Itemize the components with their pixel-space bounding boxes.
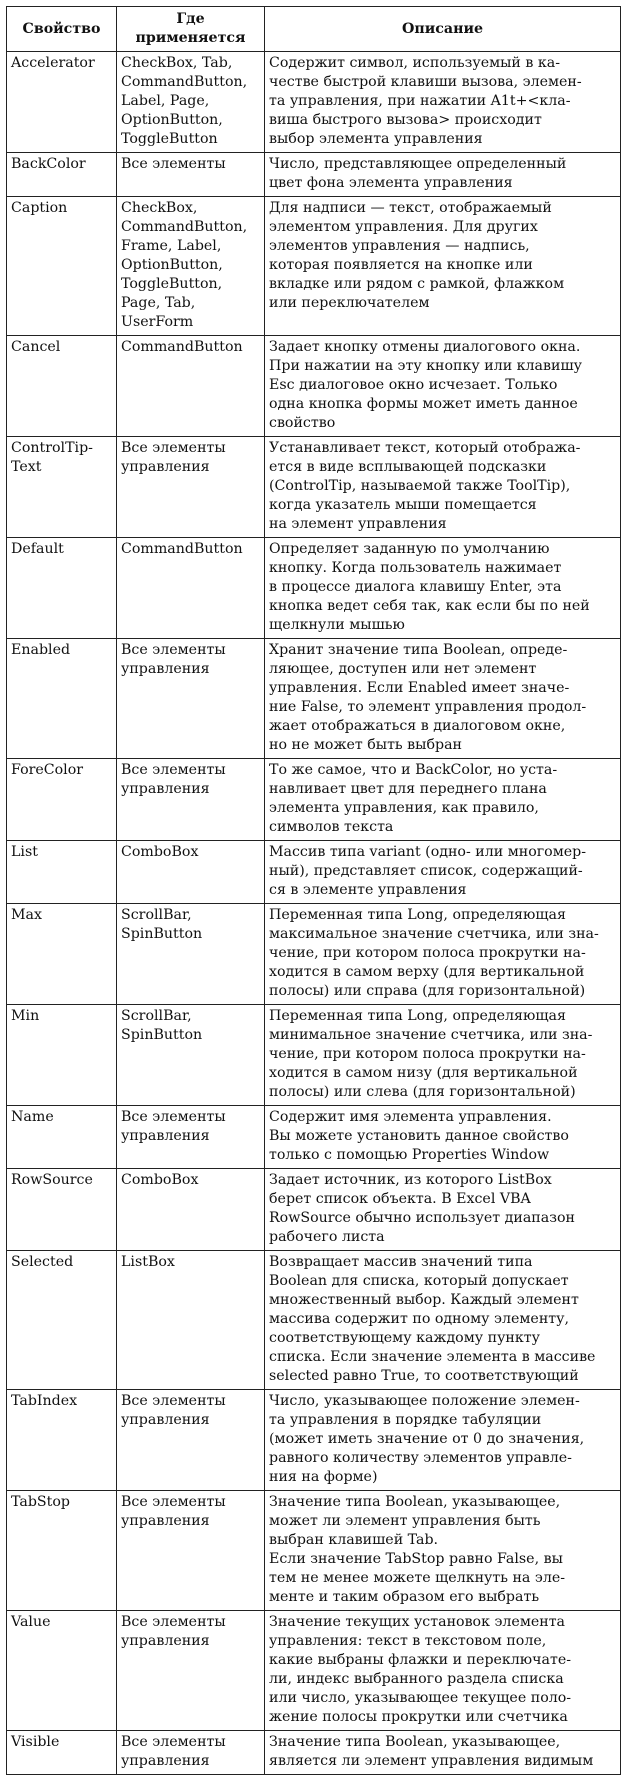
cell-line: Value [11,1614,51,1630]
cell-line: минимальное значение счетчика, или зна- [269,1027,593,1043]
cell-line: в процессе диалога клавишу Enter, эта [269,579,562,595]
cell-line: на элемент управления [269,516,447,532]
cell-line: ния на форме) [269,1469,378,1485]
cell-line: ForeColor [11,762,84,778]
applies-cell [117,1005,265,1106]
table-row [7,1005,621,1106]
cell-line: одна кнопка формы может иметь данное [269,396,578,412]
cell-line: Число, указывающее положение элемен- [269,1393,580,1409]
cell-line: ный), представляет список, содержащий- [269,863,583,879]
applies-cell [117,437,265,538]
cell-line: ся в элементе управления [269,882,467,898]
cell-line: Visible [11,1734,60,1750]
cell-line: Массив типа variant (одно- или многомер- [269,844,587,860]
cell-line: Вы можете установить данное свойство [269,1128,569,1144]
description-cell [265,639,621,759]
cell-line: CommandButton, [121,74,248,90]
cell-line: Содержит имя элемента управления. [269,1109,552,1125]
description-cell [265,197,621,336]
cell-line: управления [121,661,210,677]
applies-cell [117,904,265,1005]
cell-line: При нажатии на эту кнопку или клавишу [269,358,582,374]
cell-line: ToggleButton [121,131,218,147]
cell-line: полосы) или слева (для горизонтальной) [269,1084,576,1100]
description-cell [265,538,621,639]
properties-table [6,6,621,1775]
cell-line: Caption [11,200,68,216]
cell-line: selected равно True, то соответствующий [269,1368,579,1384]
cell-line: Определяет заданную по умолчанию [269,541,550,557]
cell-line: элементом управления. Для других [269,219,538,235]
property-cell [7,437,117,538]
cell-line: та управления, при нажатии A1t+<кла- [269,93,571,109]
applies-cell [117,1390,265,1491]
cell-line: CommandButton, [121,219,248,235]
cell-line: списка. Если значение элемента в массиве [269,1349,596,1365]
description-cell [265,437,621,538]
cell-line: CheckBox, [121,200,198,216]
cell-line: ToggleButton, [121,276,223,292]
cell-line: Boolean для списка, который допускает [269,1273,569,1289]
cell-line: Name [11,1109,54,1125]
table-row [7,538,621,639]
property-cell [7,1611,117,1731]
cell-line: или переключателем [269,295,430,311]
cell-line: берет список объекта. В Excel VBA [269,1191,531,1207]
cell-line: рабочего листа [269,1229,385,1245]
cell-line: кнопку. Когда пользователь нажимает [269,560,562,576]
cell-line: RowSource [11,1172,93,1188]
description-cell [265,759,621,841]
cell-line: ли, индекс выбранного раздела списка [269,1671,564,1687]
cell-line: BackColor [11,156,86,172]
cell-line: равного количеству элементов управле- [269,1450,572,1466]
cell-line: Accelerator [11,55,95,71]
cell-line: Все элементы [121,1109,226,1125]
property-cell [7,1390,117,1491]
cell-line: управления [121,1633,210,1649]
cell-line: Page, Tab, [121,295,196,311]
property-cell [7,1251,117,1390]
cell-line: но не может быть выбран [269,737,462,753]
header-description: Описание [265,7,621,52]
property-cell [7,52,117,153]
property-cell [7,336,117,437]
cell-line: которая появляется на кнопке или [269,257,533,273]
cell-line: та управления в порядке табуляции [269,1412,542,1428]
cell-line: Для надписи — текст, отображаемый [269,200,552,216]
description-cell [265,1731,621,1775]
description-cell [265,1611,621,1731]
cell-line: Все элементы [121,440,226,456]
cell-line: Задает источник, из которого ListBox [269,1172,552,1188]
cell-line: когда указатель мыши помещается [269,497,537,513]
cell-line: Задает кнопку отмены диалогового окна. [269,339,581,355]
applies-cell [117,197,265,336]
cell-line: ходится в самом верху (для вертикальной [269,964,585,980]
table-row [7,904,621,1005]
cell-line: Значение типа Boolean, указывающее, [269,1734,561,1750]
cell-line: ComboBox [121,1172,199,1188]
cell-line: жает отображаться в диалоговом окне, [269,718,566,734]
description-cell [265,1005,621,1106]
table-row [7,1491,621,1611]
applies-cell [117,639,265,759]
cell-line: Хранит значение типа Boolean, опреде- [269,642,568,658]
cell-line: Default [11,541,64,557]
cell-line: List [11,844,38,860]
cell-line: Возвращает массив значений типа [269,1254,533,1270]
property-cell [7,1731,117,1775]
description-cell [265,904,621,1005]
description-cell [265,1106,621,1169]
applies-cell [117,153,265,197]
cell-line: чение, при котором полоса прокрутки на- [269,945,586,961]
property-cell [7,1169,117,1251]
cell-line: ется в виде всплывающей подсказки [269,459,547,475]
applies-cell [117,841,265,904]
table-row [7,197,621,336]
property-cell [7,197,117,336]
cell-line: Min [11,1008,40,1024]
cell-line: цвет фона элемента управления [269,175,513,191]
cell-line: вкладке или рядом с рамкой, флажком [269,276,565,292]
cell-line: только с помощью Properties Window [269,1147,550,1163]
header-row [7,7,621,52]
cell-line: CommandButton [121,541,243,557]
property-cell [7,153,117,197]
description-cell [265,1251,621,1390]
cell-line: какие выбраны флажки и переключате- [269,1652,572,1668]
cell-line: Значение текущих установок элемента [269,1614,566,1630]
applies-cell [117,1251,265,1390]
property-cell [7,841,117,904]
property-cell [7,639,117,759]
cell-line: Cancel [11,339,61,355]
cell-line: управления [121,1412,210,1428]
applies-cell [117,52,265,153]
applies-cell [117,1611,265,1731]
cell-line: Selected [11,1254,74,1270]
table-row [7,639,621,759]
cell-line: OptionButton, [121,257,223,273]
cell-line: управления [121,1128,210,1144]
header-property: Свойство [7,7,117,52]
cell-line: массива содержит по одному элементу, [269,1311,569,1327]
cell-line: является ли элемент управления видимым [269,1753,594,1769]
property-cell [7,538,117,639]
property-cell [7,904,117,1005]
cell-line: управления: текст в текстовом поле, [269,1633,547,1649]
cell-line: ходится в самом низу (для вертикальной [269,1065,578,1081]
cell-line: TabIndex [11,1393,78,1409]
description-cell [265,1491,621,1611]
cell-line: управления [121,1513,210,1529]
applies-cell [117,1491,265,1611]
cell-line: управления [121,459,210,475]
cell-line: управления [121,1753,210,1769]
cell-line: ControlTip- [11,440,93,456]
cell-line: полосы) или справа (для горизонтальной) [269,983,586,999]
applies-cell [117,1106,265,1169]
cell-line: Содержит символ, используемый в ка- [269,55,561,71]
cell-line: (ControlTip, называемой также ToolTip), [269,478,571,494]
cell-line: Переменная типа Long, определяющая [269,1008,566,1024]
cell-line: Переменная типа Long, определяющая [269,907,566,923]
cell-line: Значение типа Boolean, указывающее, [269,1494,561,1510]
cell-line: Число, представляющее определенный [269,156,567,172]
cell-line: менте и таким образом его выбрать [269,1589,540,1605]
cell-line: (может иметь значение от 0 до значения, [269,1431,585,1447]
cell-line: ние False, то элемент управления продол- [269,699,587,715]
cell-line: тем не менее можете щелкнуть на эле- [269,1570,566,1586]
cell-line: виша быстрого вызова> происходит [269,112,542,128]
cell-line: выбор элемента управления [269,131,483,147]
table-row [7,336,621,437]
cell-line: множественный выбор. Каждый элемент [269,1292,579,1308]
cell-line: соответствующему каждому пункту [269,1330,540,1346]
cell-line: максимальное значение счетчика, или зна- [269,926,599,942]
description-cell [265,841,621,904]
cell-line: свойство [269,415,336,431]
cell-line: жение полосы прокрутки или счетчика [269,1709,568,1725]
cell-line: ScrollBar, [121,1008,192,1024]
cell-line: чение, при котором полоса прокрутки на- [269,1046,586,1062]
cell-line: Все элементы [121,762,226,778]
description-cell [265,153,621,197]
table-row [7,1251,621,1390]
property-cell [7,1491,117,1611]
cell-line: TabStop [11,1494,70,1510]
header-applies: Где применяется [117,7,265,52]
cell-line: ListBox [121,1254,175,1270]
cell-line: Все элементы [121,642,226,658]
applies-cell [117,1731,265,1775]
property-cell [7,1106,117,1169]
cell-line: Text [11,459,42,475]
cell-line: Все элементы [121,156,226,172]
cell-line: щелкнули мышью [269,617,405,633]
cell-line: ScrollBar, [121,907,192,923]
cell-line: кнопка ведет себя так, как если бы по ней [269,598,590,614]
description-cell [265,336,621,437]
table-row [7,1169,621,1251]
cell-line: Enabled [11,642,71,658]
cell-line: выбран клавишей Tab. [269,1532,439,1548]
cell-line: Если значение TabStop равно False, вы [269,1551,563,1567]
applies-cell [117,336,265,437]
cell-line: Все элементы [121,1494,226,1510]
cell-line: или число, указывающее текущее поло- [269,1690,572,1706]
table-row [7,52,621,153]
cell-line: управления. Если Enabled имеет значе- [269,680,570,696]
cell-line: навливает цвет для переднего плана [269,781,547,797]
cell-line: RowSource обычно использует диапазон [269,1210,575,1226]
description-cell [265,52,621,153]
description-cell [265,1390,621,1491]
cell-line: То же самое, что и BackColor, но уста- [269,762,558,778]
cell-line: элемента управления, как правило, [269,800,539,816]
cell-line: SpinButton [121,926,203,942]
cell-line: Все элементы [121,1734,226,1750]
cell-line: Все элементы [121,1614,226,1630]
cell-line: OptionButton, [121,112,223,128]
cell-line: Frame, Label, [121,238,222,254]
cell-line: честве быстрой клавиши вызова, элемен- [269,74,582,90]
cell-line: SpinButton [121,1027,203,1043]
cell-line: элементов управления — надпись, [269,238,530,254]
table-row [7,1390,621,1491]
applies-cell [117,759,265,841]
cell-line: Esc диалоговое окно исчезает. Только [269,377,558,393]
table-body [7,52,621,1775]
cell-line: управления [121,781,210,797]
cell-line: Max [11,907,42,923]
cell-line: Устанавливает текст, который отобража- [269,440,581,456]
applies-cell [117,538,265,639]
cell-line: символов текста [269,819,394,835]
description-cell [265,1169,621,1251]
cell-line: ляющее, доступен или нет элемент [269,661,537,677]
applies-cell [117,1169,265,1251]
cell-line: ComboBox [121,844,199,860]
cell-line: Все элементы [121,1393,226,1409]
property-cell [7,1005,117,1106]
table-row [7,1611,621,1731]
property-cell [7,759,117,841]
cell-line: может ли элемент управления быть [269,1513,541,1529]
table-row [7,437,621,538]
cell-line: Label, Page, [121,93,210,109]
table-row [7,841,621,904]
cell-line: CommandButton [121,339,243,355]
table-row [7,1106,621,1169]
cell-line: UserForm [121,314,194,330]
table-row [7,759,621,841]
cell-line: CheckBox, Tab, [121,55,233,71]
table-row [7,1731,621,1775]
table-row [7,153,621,197]
